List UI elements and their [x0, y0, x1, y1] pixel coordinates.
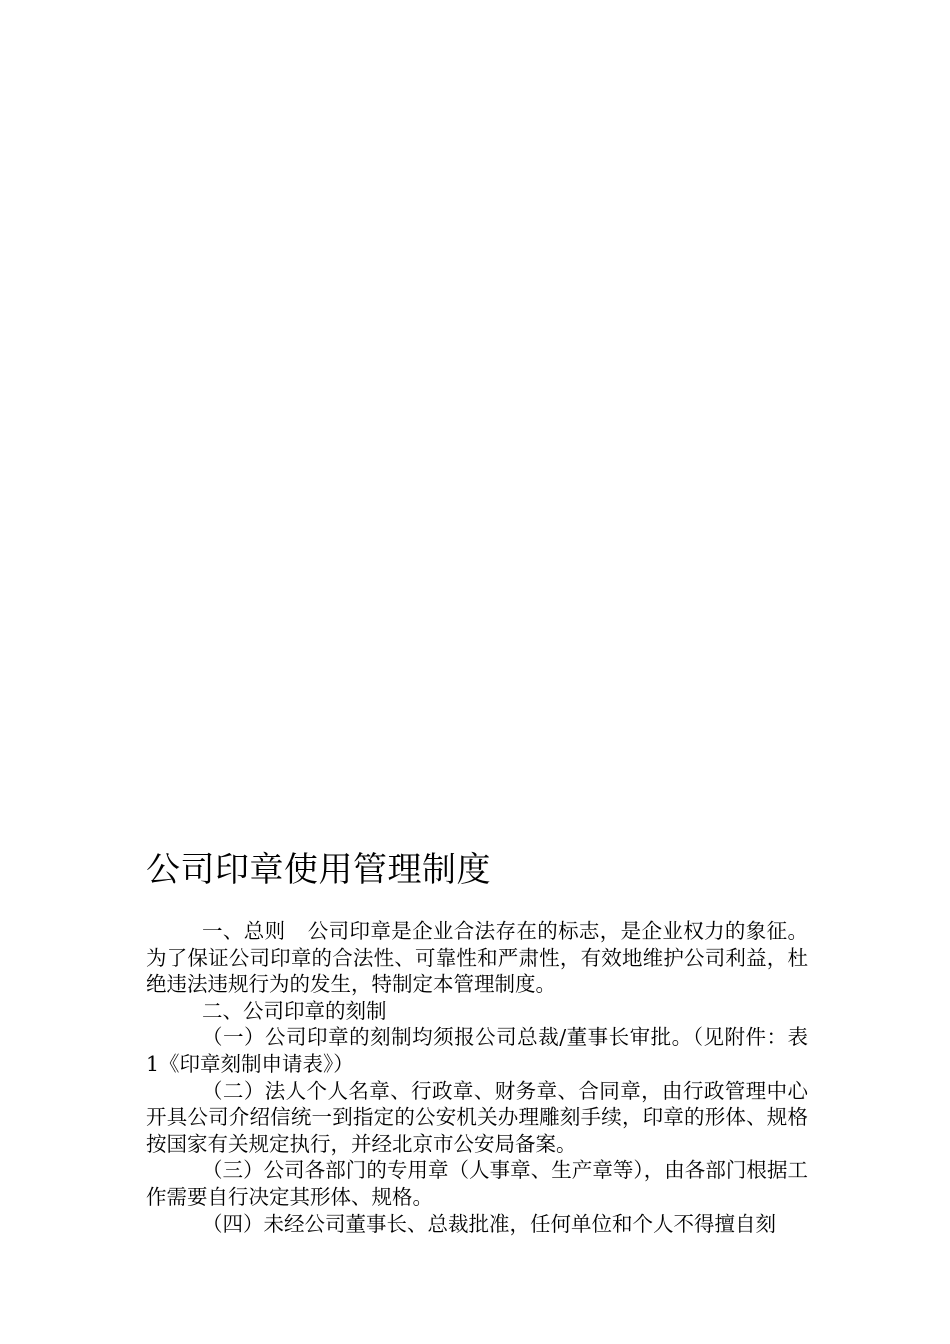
engraving-item-4: （四）未经公司董事长、总裁批准，任何单位和个人不得擅自刻 — [202, 1211, 776, 1236]
engraving-item-1: （一）公司印章的刻制均须报公司总裁/董事长审批。（见附件：表 1《印章刻制申请表》） — [146, 1025, 808, 1076]
engraving-item-2: （二）法人个人名章、行政章、财务章、合同章，由行政管理中心开具公司介绍信统一到指定的公安机关办理雕刻手续，印章的形体、规格按国家有关规定执行，并经北京市公安局备案。 — [146, 1078, 808, 1156]
section-general-heading: 一、总则 — [202, 919, 286, 943]
section-engraving-heading: 二、公司印章的刻制 — [202, 998, 387, 1023]
document-body — [146, 918, 808, 1237]
section-general-text: 公司印章是企业合法存在的标志，是企业权力的象征。为了保证公司印章的合法性、可靠性和严肃性，有效地维护公司利益，杜绝违法违规行为的发生，特制定本管理制度。 — [146, 919, 809, 997]
section-general-paragraph — [146, 918, 808, 998]
engraving-item-3: （三）公司各部门的专用章（人事章、生产章等），由各部门根据工作需要自行决定其形体、规格。 — [146, 1158, 808, 1209]
document-title: 公司印章使用管理制度 — [146, 850, 491, 890]
